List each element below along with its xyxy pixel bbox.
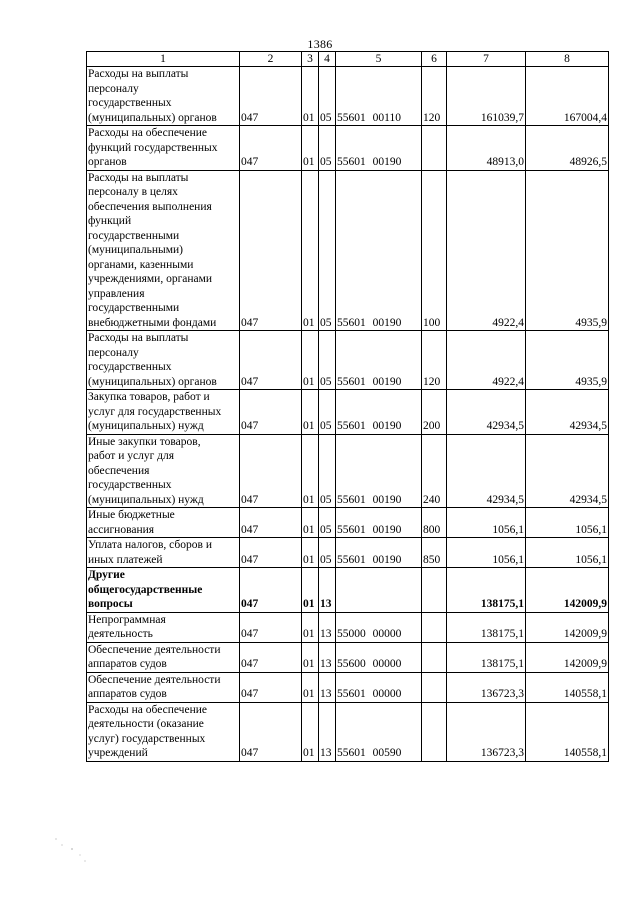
row-expense-type-cell [422,126,447,171]
table-row [87,331,609,390]
row-amount-year1-cell: 4922,4 [447,331,526,390]
row-expense-type-cell: 120 [422,331,447,390]
row-amount-year2-cell: 142009,9 [526,568,609,613]
row-amount-year2-cell: 1056,1 [526,538,609,568]
row-amount-year1-cell: 138175,1 [447,612,526,642]
header-cell: 4 [319,52,336,67]
header-cell: 8 [526,52,609,67]
row-name-cell: Обеспечение деятельности аппаратов судов [87,642,240,672]
row-subsection-cell: 05 [319,538,336,568]
table-row [87,612,609,642]
scan-specks [50,835,90,865]
row-target-article-cell: 55000 00000 [336,612,422,642]
row-amount-year2-cell: 4935,9 [526,331,609,390]
row-section-cell: 01 [302,568,319,613]
row-amount-year2-cell: 1056,1 [526,508,609,538]
table-row [87,568,609,613]
row-subsection-cell: 05 [319,390,336,435]
row-name-cell: Расходы на обеспечение функций государственных органов [87,126,240,171]
row-grbs-cell: 047 [240,568,302,613]
row-amount-year1-cell: 1056,1 [447,508,526,538]
row-subsection-cell: 05 [319,170,336,331]
table-body [87,67,609,762]
table-row [87,672,609,702]
row-subsection-cell: 13 [319,612,336,642]
row-grbs-cell: 047 [240,702,302,761]
row-target-article-cell: 55601 00190 [336,538,422,568]
row-section-cell: 01 [302,126,319,171]
row-subsection-cell: 05 [319,67,336,126]
row-target-article-cell: 55601 00190 [336,170,422,331]
table-row [87,702,609,761]
row-target-article-cell: 55601 00590 [336,702,422,761]
table-row [87,538,609,568]
row-grbs-cell: 047 [240,390,302,435]
row-amount-year1-cell: 42934,5 [447,390,526,435]
row-section-cell: 01 [302,702,319,761]
row-name-cell: Иные бюджетные ассигнования [87,508,240,538]
row-grbs-cell: 047 [240,331,302,390]
row-expense-type-cell [422,672,447,702]
row-section-cell: 01 [302,508,319,538]
table-row [87,390,609,435]
row-subsection-cell: 05 [319,434,336,508]
row-amount-year1-cell: 4922,4 [447,170,526,331]
header-cell: 6 [422,52,447,67]
row-name-cell: Непрограммная деятельность [87,612,240,642]
row-amount-year1-cell: 48913,0 [447,126,526,171]
row-expense-type-cell: 100 [422,170,447,331]
row-target-article-cell: 55601 00190 [336,126,422,171]
row-section-cell: 01 [302,672,319,702]
row-subsection-cell: 13 [319,702,336,761]
row-target-article-cell: 55601 00190 [336,390,422,435]
row-amount-year2-cell: 167004,4 [526,67,609,126]
row-subsection-cell: 05 [319,331,336,390]
row-name-cell: Расходы на выплаты персоналу государственных (муниципальных) органов [87,67,240,126]
row-target-article-cell: 55601 00190 [336,331,422,390]
row-expense-type-cell: 850 [422,538,447,568]
row-amount-year2-cell: 42934,5 [526,434,609,508]
row-amount-year1-cell: 42934,5 [447,434,526,508]
row-target-article-cell [336,568,422,613]
row-target-article-cell: 55601 00110 [336,67,422,126]
row-amount-year1-cell: 1056,1 [447,538,526,568]
row-name-cell: Обеспечение деятельности аппаратов судов [87,672,240,702]
row-name-cell: Другие общегосударственные вопросы [87,568,240,613]
row-grbs-cell: 047 [240,508,302,538]
table-row [87,434,609,508]
row-name-cell: Расходы на обеспечение деятельности (оказание услуг) государственных учреждений [87,702,240,761]
row-grbs-cell: 047 [240,170,302,331]
row-name-cell: Закупка товаров, работ и услуг для государственных (муниципальных) нужд [87,390,240,435]
row-expense-type-cell [422,568,447,613]
row-grbs-cell: 047 [240,538,302,568]
row-target-article-cell: 55601 00190 [336,434,422,508]
row-amount-year1-cell: 136723,3 [447,672,526,702]
row-name-cell: Расходы на выплаты персоналу в целях обеспечения выполнения функций государственными (муниципальными) органами, казенными учреждениями, органами управления государственными внебюджетными фондами [87,170,240,331]
row-amount-year2-cell: 4935,9 [526,170,609,331]
table-row [87,642,609,672]
row-grbs-cell: 047 [240,67,302,126]
row-section-cell: 01 [302,67,319,126]
row-amount-year2-cell: 142009,9 [526,642,609,672]
row-expense-type-cell: 240 [422,434,447,508]
row-subsection-cell: 13 [319,672,336,702]
row-subsection-cell: 05 [319,508,336,538]
row-expense-type-cell: 800 [422,508,447,538]
row-grbs-cell: 047 [240,642,302,672]
row-amount-year1-cell: 138175,1 [447,642,526,672]
row-amount-year1-cell: 136723,3 [447,702,526,761]
row-target-article-cell: 55601 00190 [336,508,422,538]
row-amount-year1-cell: 138175,1 [447,568,526,613]
row-amount-year2-cell: 140558,1 [526,702,609,761]
row-amount-year2-cell: 42934,5 [526,390,609,435]
row-grbs-cell: 047 [240,126,302,171]
header-cell: 5 [336,52,422,67]
header-cell: 7 [447,52,526,67]
row-expense-type-cell [422,702,447,761]
row-name-cell: Расходы на выплаты персоналу государственных (муниципальных) органов [87,331,240,390]
page-number: 1386 [307,37,333,51]
row-grbs-cell: 047 [240,612,302,642]
row-amount-year1-cell: 161039,7 [447,67,526,126]
budget-table [86,51,609,762]
row-subsection-cell: 13 [319,642,336,672]
table-row [87,508,609,538]
row-section-cell: 01 [302,390,319,435]
header-cell: 3 [302,52,319,67]
row-name-cell: Уплата налогов, сборов и иных платежей [87,538,240,568]
row-expense-type-cell: 200 [422,390,447,435]
row-target-article-cell: 55601 00000 [336,672,422,702]
row-name-cell: Иные закупки товаров, работ и услуг для обеспечения государственных (муниципальных) нужд [87,434,240,508]
row-amount-year2-cell: 48926,5 [526,126,609,171]
header-cell: 2 [240,52,302,67]
row-target-article-cell: 55600 00000 [336,642,422,672]
row-amount-year2-cell: 142009,9 [526,612,609,642]
row-section-cell: 01 [302,434,319,508]
table-header-row [87,52,609,67]
table-row [87,126,609,171]
row-grbs-cell: 047 [240,434,302,508]
table-row [87,67,609,126]
header-cell: 1 [87,52,240,67]
row-expense-type-cell [422,612,447,642]
row-subsection-cell: 13 [319,568,336,613]
row-section-cell: 01 [302,538,319,568]
row-section-cell: 01 [302,170,319,331]
row-section-cell: 01 [302,612,319,642]
row-expense-type-cell: 120 [422,67,447,126]
row-subsection-cell: 05 [319,126,336,171]
row-section-cell: 01 [302,642,319,672]
row-grbs-cell: 047 [240,672,302,702]
row-amount-year2-cell: 140558,1 [526,672,609,702]
row-section-cell: 01 [302,331,319,390]
row-expense-type-cell [422,642,447,672]
table-row [87,170,609,331]
